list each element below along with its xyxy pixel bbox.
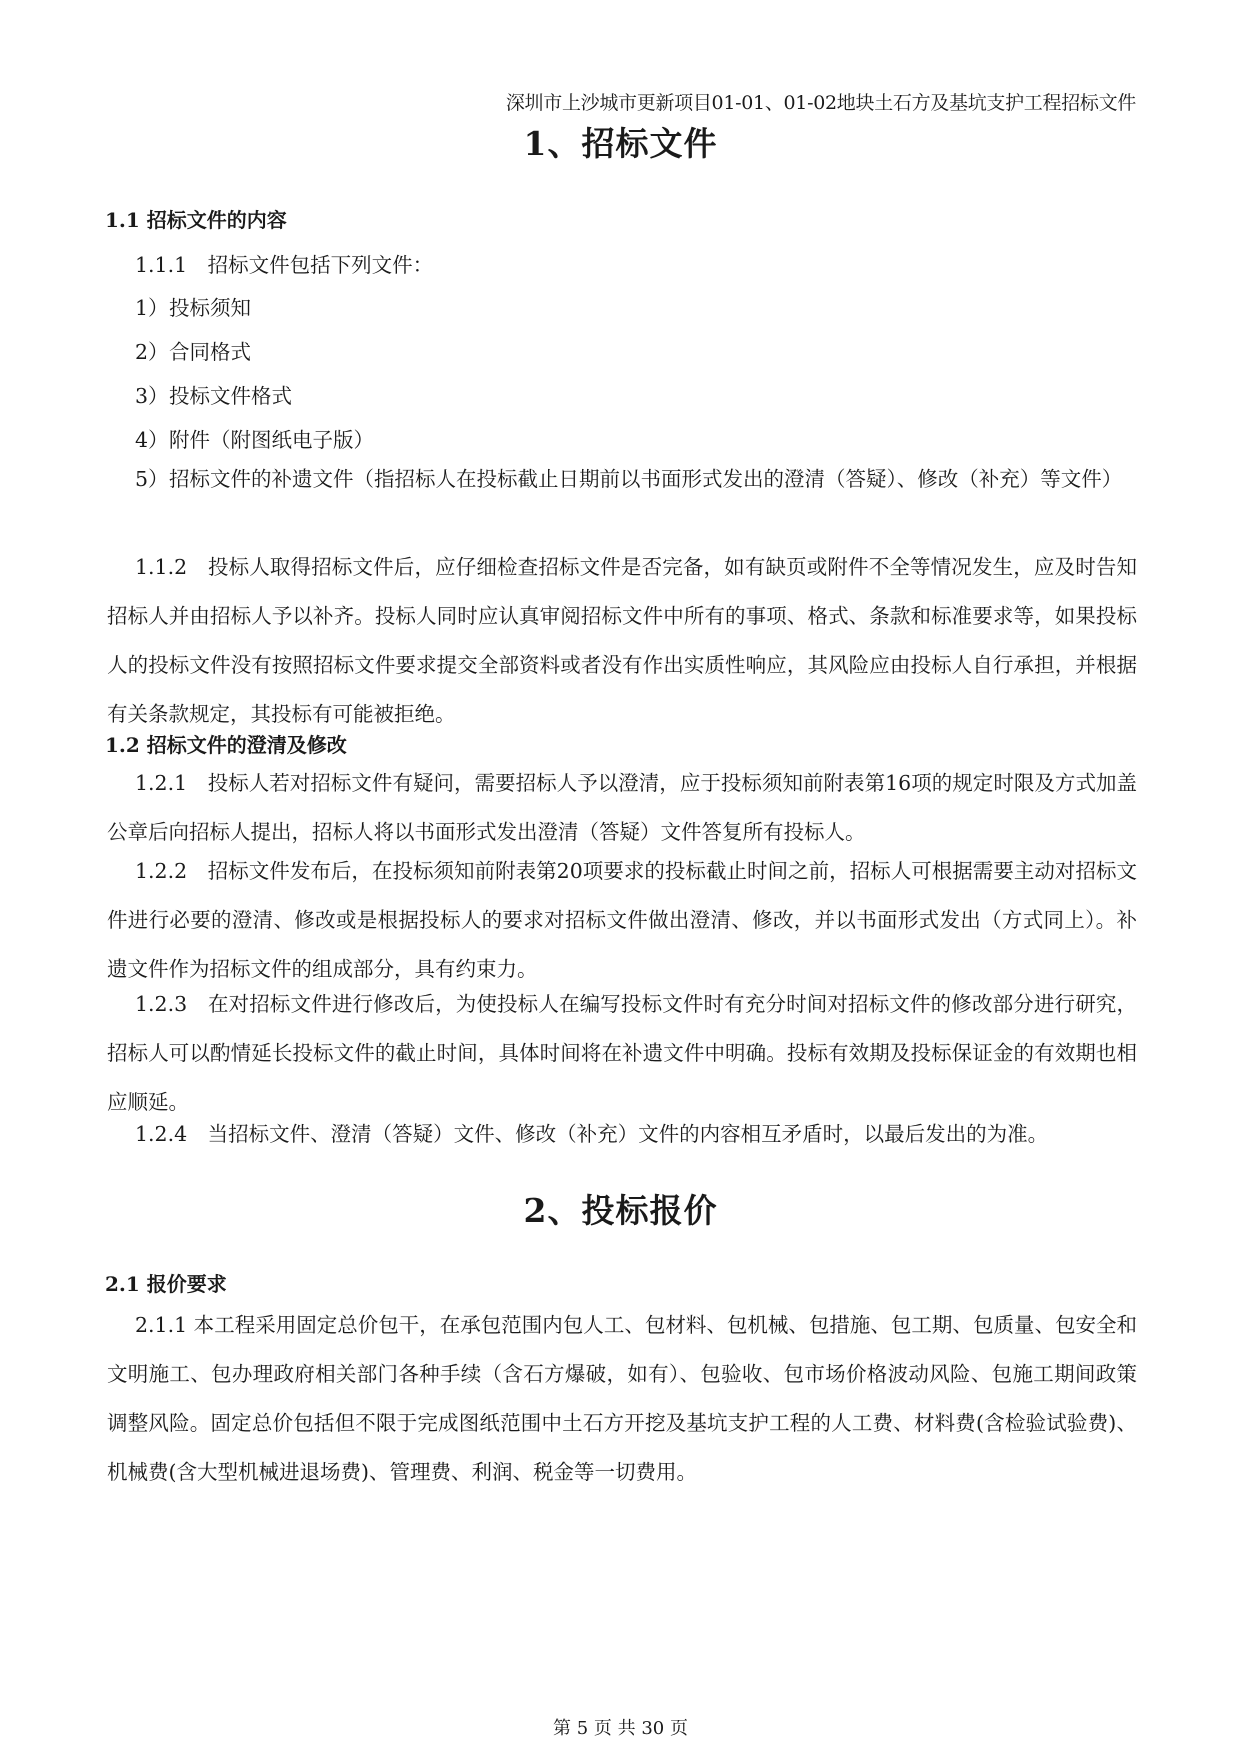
running-header: 深圳市上沙城市更新项目01-01、01-02地块土石方及基坑支护工程招标文件	[505, 92, 1136, 114]
list-item-2	[135, 335, 251, 365]
clause-2-1-1: 2.1.1 本工程采用固定总价包干，在承包范围内包人工、包材料、包机械、包措施、包工期、包质量、包安全和文明施工、包办理政府相关部门各种手续（含石方爆破，如有）、包验收、包市场价格波动风险、包施工期间政策调整风险。固定总价包括但不限于完成图纸范围中土石方开挖及基坑支护工程的人工费、材料费(含检验试验费)、机械费(含大型机械进退场费)、管理费、利润、税金等一切费用。	[107, 1313, 1137, 1484]
list-item-number: 2）	[135, 340, 169, 364]
chapter-1-title: 1、招标文件	[523, 124, 718, 163]
list-item-number: 1）	[135, 296, 169, 320]
list-item-3	[135, 379, 292, 409]
clause-1-2-4: 1.2.4 当招标文件、澄清（答疑）文件、修改（补充）文件的内容相互矛盾时，以最后发出的为准。	[135, 1122, 1049, 1146]
list-item-text: 投标须知	[169, 296, 251, 320]
list-item-1	[135, 291, 251, 321]
section-2-1-heading: 2.1 报价要求	[105, 1272, 227, 1296]
list-item-text: 附件（附图纸电子版）	[169, 428, 374, 452]
list-item-number: 3）	[135, 384, 169, 408]
page-number: 第 5 页 共 30 页	[553, 1718, 688, 1739]
list-item-number: 5）	[135, 467, 169, 491]
clause-1-1-2: 1.1.2 投标人取得招标文件后，应仔细检查招标文件是否完备，如有缺页或附件不全等情况发生，应及时告知招标人并由招标人予以补齐。投标人同时应认真审阅招标文件中所有的事项、格式、条款和标准要求等，如果投标人的投标文件没有按照招标文件要求提交全部资料或者没有作出实质性响应，其风险应由投标人自行承担，并根据有关条款规定，其投标有可能被拒绝。	[107, 555, 1137, 726]
clause-1-2-1: 1.2.1 投标人若对招标文件有疑问，需要招标人予以澄清，应于投标须知前附表第16项的规定时限及方式加盖公章后向招标人提出，招标人将以书面形式发出澄清（答疑）文件答复所有投标人。	[107, 771, 1137, 844]
section-1-2-heading: 1.2 招标文件的澄清及修改	[105, 733, 347, 757]
list-item-4	[135, 423, 374, 453]
list-item-text: 投标文件格式	[169, 384, 292, 408]
clause-1-1-1: 1.1.1 招标文件包括下列文件：	[135, 253, 434, 277]
clause-1-2-2: 1.2.2 招标文件发布后，在投标须知前附表第20项要求的投标截止时间之前，招标人可根据需要主动对招标文件进行必要的澄清、修改或是根据投标人的要求对招标文件做出澄清、修改，并以书面形式发出（方式同上）。补遗文件作为招标文件的组成部分，具有约束力。	[107, 859, 1137, 981]
section-1-1-heading: 1.1 招标文件的内容	[105, 208, 287, 232]
list-item-number: 4）	[135, 428, 169, 452]
clause-1-2-3: 1.2.3 在对招标文件进行修改后，为使投标人在编写投标文件时有充分时间对招标文件的修改部分进行研究，招标人可以酌情延长投标文件的截止时间，具体时间将在补遗文件中明确。投标有效期及投标保证金的有效期也相应顺延。	[107, 992, 1137, 1114]
list-item-text: 招标文件的补遗文件（指招标人在投标截止日期前以书面形式发出的澄清（答疑）、修改（补充）等文件）	[169, 467, 1123, 491]
list-item-5	[135, 455, 1137, 504]
list-item-text: 合同格式	[169, 340, 251, 364]
chapter-2-title: 2、投标报价	[523, 1191, 718, 1230]
